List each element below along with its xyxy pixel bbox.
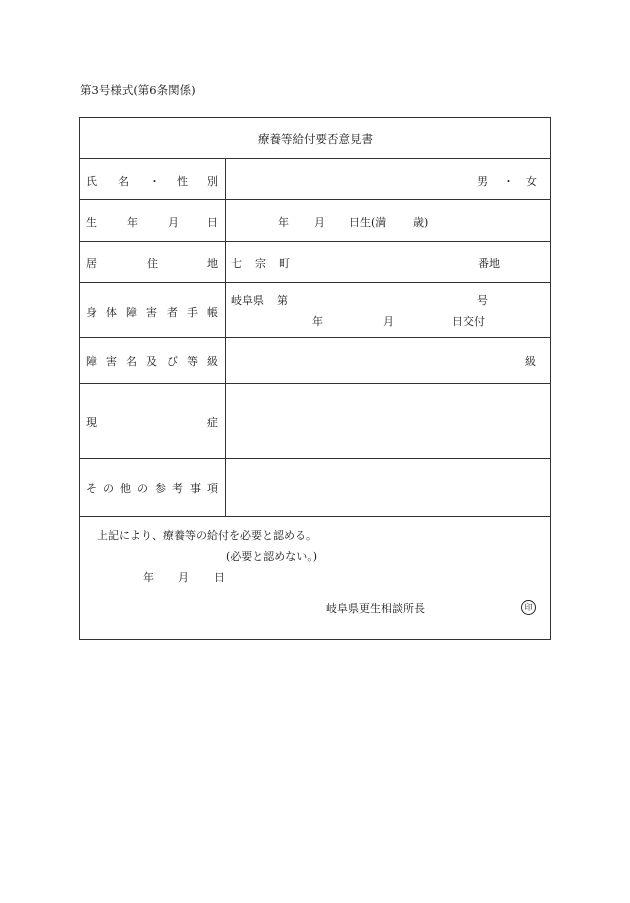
label-char: そ [86,482,97,495]
row-divider [80,199,550,200]
label-char: 参 [155,482,166,495]
statement-day: 日 [214,571,225,584]
age-unit: 歳) [413,216,429,229]
birth-year: 年 [278,216,289,229]
label-char: 生 [86,216,97,229]
handbook-month: 月 [383,315,394,328]
sex-separator: ・ [503,175,514,188]
label-char: 項 [207,482,218,495]
row-divider [80,282,550,283]
row-divider [80,158,550,159]
label-char: 別 [207,175,218,188]
label-char: 手 [187,306,198,319]
label-char: 性 [177,175,188,188]
label-char: 名 [126,355,137,368]
label-char: 症 [207,416,218,429]
label-char: 帳 [207,306,218,319]
label-char: 身 [86,306,97,319]
label-char: の [137,482,148,495]
label-char: 年 [127,216,138,229]
form-title: 療養等給付要否意見書 [258,132,373,146]
row-divider [80,337,550,338]
label-char: 住 [147,257,158,270]
statement-month: 月 [178,571,189,584]
grade-unit: 級 [525,355,536,368]
label-char: 及 [146,355,157,368]
label-char: び [167,355,178,368]
row-divider [80,458,550,459]
sex-male: 男 [477,175,488,188]
handbook-go: 号 [477,294,488,307]
label-char: 事 [190,482,201,495]
label-char: ・ [149,175,160,188]
label-char: 害 [146,306,157,319]
row-divider [80,241,550,242]
label-char: 考 [172,482,183,495]
seal-mark: 印 [521,600,536,615]
statement-year: 年 [143,571,154,584]
handbook-prefecture: 岐阜県 [231,294,264,307]
handbook-year: 年 [312,315,323,328]
birth-month: 月 [314,216,325,229]
label-char: 害 [106,355,117,368]
sex-female: 女 [526,175,537,188]
signer-title: 岐阜県更生相談所長 [326,602,425,615]
handbook-dai: 第 [277,294,288,307]
town-char: 宗 [255,257,266,270]
form-number: 第3号様式(第6条関係) [80,83,196,97]
banchi-label: 番地 [478,257,500,270]
town-char: 町 [279,257,290,270]
label-char: 居 [86,257,97,270]
label-char: 等 [187,355,198,368]
label-char: 者 [167,306,178,319]
label-char: 現 [86,416,97,429]
row-divider [80,383,550,384]
town-char: 七 [231,257,242,270]
column-divider [225,158,226,516]
label-char: 地 [207,257,218,270]
label-char: 他 [120,482,131,495]
handbook-issued: 日交付 [452,315,485,328]
label-char: 月 [168,216,179,229]
birth-day-age: 日生(満 [349,216,387,229]
label-char: 障 [86,355,97,368]
label-char: 日 [207,216,218,229]
label-char: の [103,482,114,495]
statement-denial: (必要と認めない。) [226,550,318,563]
label-char: 体 [106,306,117,319]
statement-approval: 上記により、療養等の給付を必要と認める。 [97,529,317,542]
label-char: 級 [207,355,218,368]
label-char: 障 [126,306,137,319]
label-char: 氏 [86,175,97,188]
row-divider [80,516,550,517]
form-table [79,117,551,640]
label-char: 名 [118,175,129,188]
